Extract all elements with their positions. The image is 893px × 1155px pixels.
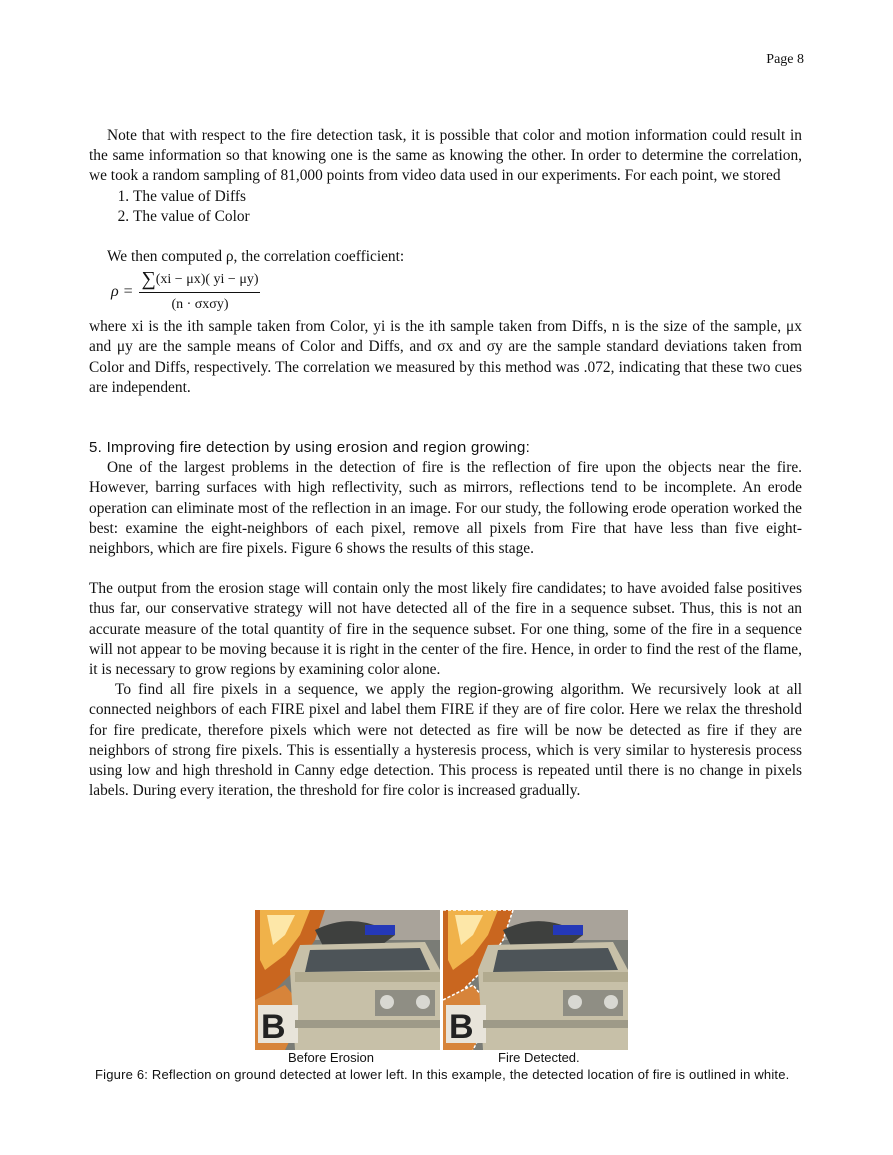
formula-fraction: [139, 269, 260, 315]
fire-detected-image: [443, 910, 628, 1050]
plate-letter: B: [261, 1008, 286, 1046]
correlation-formula: [111, 269, 802, 315]
before-erosion-image: [255, 910, 440, 1050]
page-body: [89, 126, 802, 801]
list-item: 2. The value of Color: [133, 207, 802, 227]
figure-caption: Figure 6: Reflection on ground detected at lower left. In this example, the detected location of fire is outlined in white.: [95, 1067, 790, 1082]
list-item: 1. The value of Diffs: [133, 187, 802, 207]
page-number: Page 8: [766, 52, 804, 67]
formula-numerator: ∑(xi − μx)( yi − μy): [139, 269, 260, 293]
formula-lhs: ρ =: [111, 283, 134, 301]
paragraph-erosion-output: The output from the erosion stage will contain only the most likely fire candidates; to have avoided false positives thus far, our conservative strategy will not have detected all of the fire in a sequence subset. Thus, this is not an accurate measure of the total quantity of fire in the sequence subset. For one thing, some of the fire in a sequence will not appear to be moving because it is right in the center of the fire. Hence, in order to find the rest of the flame, it is necessary to grow regions by examining color alone.: [89, 580, 802, 679]
figure-6: [255, 910, 628, 1050]
correlation-intro: We then computed ρ, the correlation coefficient:: [107, 248, 405, 266]
paragraph-correlation: Note that with respect to the fire detection task, it is possible that color and motion information could result in the same information so that knowing one is the same as knowing the other. In order to determine the correlation, we took a random sampling of 81,000 points from video data used in our experiments. For each point, we stored: [89, 127, 802, 185]
plate-letter: B: [449, 1008, 474, 1046]
paragraph-erosion: One of the largest problems in the detection of fire is the reflection of fire upon the objects near the fire. However, barring surfaces with high reflectivity, such as mirrors, reflections tend to be incomplete. An erode operation can eliminate most of the reflection in an image. For our study, the following erode operation worked the best: examine the eight-neighbors of each pixel, remove all pixels from Fire that have less than five eight-neighbors, which are fire pixels. Figure 6 shows the results of this stage.: [89, 459, 802, 558]
sigma-sum-symbol: ∑: [141, 268, 156, 291]
paragraph-where: where xi is the ith sample taken from Color, yi is the ith sample taken from Diffs, n is the size of the sample, μx and μy are the sample means of Color and Diffs, and σx and σy are the sample standard deviations taken from Color and Diffs, respectively. The correlation we measured by this method was .072, indicating that these two cues are independent.: [89, 318, 802, 396]
section-5-heading: 5. Improving fire detection by using erosion and region growing:: [89, 439, 531, 457]
fire-detected-label: Fire Detected.: [498, 1050, 580, 1065]
before-erosion-label: Before Erosion: [288, 1050, 374, 1065]
paragraph-region-growing: To find all fire pixels in a sequence, we apply the region-growing algorithm. We recursively look at all connected neighbors of each FIRE pixel and label them FIRE if they are of fire color. Here we relax the threshold for fire predicate, therefore pixels which were not detected as fire will be now be detected as fire if they are neighbors of strong fire pixels. This is essentially a hysteresis process, which is very similar to hysteresis process using low and high threshold in Canny edge detection. This process is repeated until there is no change in pixels labels. During every iteration, the threshold for fire color is increased gradually.: [89, 681, 802, 800]
formula-denominator: (n · σxσy): [171, 297, 229, 313]
stored-values-list: [89, 187, 802, 227]
